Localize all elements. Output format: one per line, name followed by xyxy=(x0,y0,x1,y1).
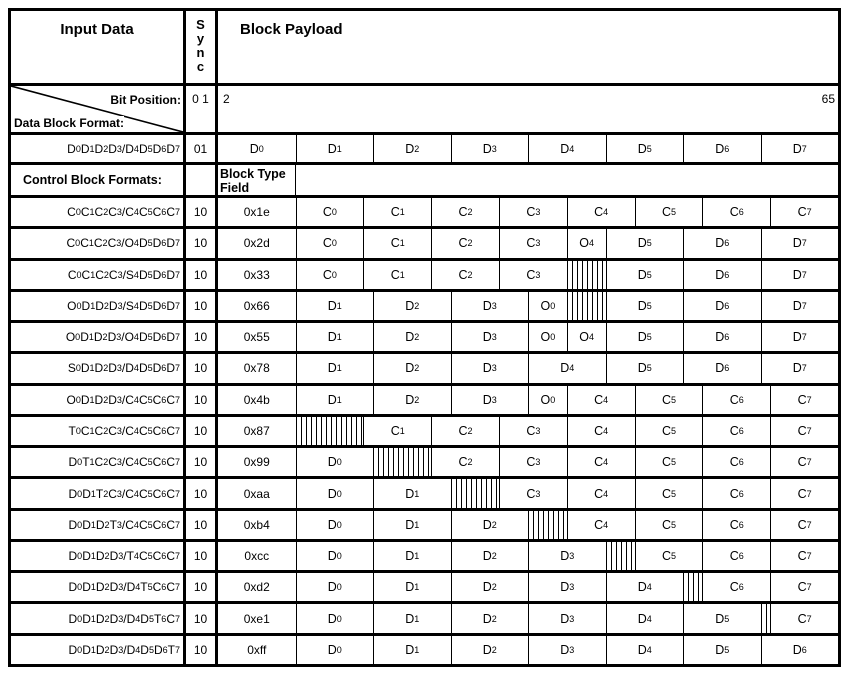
block-type-value: 0xaa xyxy=(243,486,270,501)
payload-cell-D2: D 2 xyxy=(373,292,451,320)
payload-cell-D4: D 4 xyxy=(528,354,606,382)
sync-bits: 10 xyxy=(186,417,218,445)
payload-cell-D6: D 6 xyxy=(683,292,761,320)
payload-cell-C6: C 6 xyxy=(702,511,770,539)
payload-cell-D0: D 0 xyxy=(296,542,374,570)
data-sync-bits: 01 xyxy=(186,135,218,162)
payload-cell-D5: D 5 xyxy=(606,135,684,162)
payload-cell-D6: D 6 xyxy=(683,135,761,162)
payload-cell-D3: D 3 xyxy=(451,354,529,382)
payload-cell-D4: D 4 xyxy=(606,573,684,601)
last-payload-bit: 65 xyxy=(821,92,835,106)
payload-cell-C7: C 7 xyxy=(770,386,838,414)
payload-cell-D1: D 1 xyxy=(373,542,451,570)
hatch-cell xyxy=(567,292,606,320)
sync-bits: 10 xyxy=(186,604,218,632)
payload-cell-D1: D 1 xyxy=(373,573,451,601)
payload-cells xyxy=(218,448,838,476)
block-payload-header-cell xyxy=(218,11,838,83)
payload-cell-D3: D 3 xyxy=(451,386,529,414)
control-header-payload xyxy=(218,165,838,195)
bit-position-label: Bit Position: xyxy=(110,93,181,107)
hatch-cell xyxy=(373,448,431,476)
payload-cell-D2: D 2 xyxy=(451,604,529,632)
header-row xyxy=(11,11,838,86)
hatch-cell xyxy=(451,479,499,507)
block-type-value: 0x66 xyxy=(243,298,270,313)
payload-cell-C5: C 5 xyxy=(635,386,703,414)
payload-cell-D2: D 2 xyxy=(451,542,529,570)
payload-cell-D3: D 3 xyxy=(451,135,529,162)
payload-cells xyxy=(218,292,838,320)
input-data-title: Input Data xyxy=(60,21,134,38)
payload-cell-C1: C 1 xyxy=(363,198,431,226)
input-format-label: D 0 D 1 D 2 T 3 /C 4 C 5 C 6 C 7 xyxy=(11,511,186,539)
sync-bits: 10 xyxy=(186,323,218,351)
payload-cell-O4: O 4 xyxy=(567,229,606,257)
payload-cell-D0: D 0 xyxy=(296,573,374,601)
payload-cell-D5: D 5 xyxy=(606,229,684,257)
payload-cell-D3: D 3 xyxy=(451,292,529,320)
input-format-label: S 0 D 1 D 2 D 3 /D 4 D 5 D 6 D 7 xyxy=(11,354,186,382)
block-type-value: 0x4b xyxy=(243,392,270,407)
bit-position-row xyxy=(11,86,838,135)
input-format-label: D 0 D 1 D 2 D 3 /D 4 D 5 D 6 T 7 xyxy=(11,636,186,664)
payload-cells xyxy=(218,604,838,632)
payload-cell-C2: C 2 xyxy=(431,417,499,445)
payload-cell-C4: C 4 xyxy=(567,417,635,445)
payload-cell-D1: D 1 xyxy=(373,636,451,664)
payload-cell-D0: D 0 xyxy=(296,604,374,632)
payload-cell-O4: O 4 xyxy=(567,323,606,351)
payload-cell-C6: C 6 xyxy=(702,386,770,414)
payload-cells xyxy=(218,479,838,507)
block-type-value: 0xd2 xyxy=(243,580,270,595)
payload-cell-D1: D 1 xyxy=(373,479,451,507)
block-type-value: 0x87 xyxy=(243,423,270,438)
sync-vertical-title: S y n c xyxy=(196,17,205,74)
payload-cell-D7: D 7 xyxy=(761,323,839,351)
payload-cell-D1: D 1 xyxy=(296,135,374,162)
sync-bits: 10 xyxy=(186,229,218,257)
payload-cell-D3: D 3 xyxy=(451,323,529,351)
input-format-label: T 0 C 1 C 2 C 3 /C 4 C 5 C 6 C 7 xyxy=(11,417,186,445)
payload-cell-C4: C 4 xyxy=(567,511,635,539)
payload-cell-D5: D 5 xyxy=(606,323,684,351)
control-row-0x66 xyxy=(11,292,838,323)
payload-cell-C7: C 7 xyxy=(770,573,838,601)
input-format-label: D 0 D 1 T 2 C 3 /C 4 C 5 C 6 C 7 xyxy=(11,479,186,507)
payload-cell-C6: C 6 xyxy=(702,417,770,445)
control-row-0x33 xyxy=(11,261,838,292)
sync-bits: 10 xyxy=(186,292,218,320)
payload-cell-C0: C 0 xyxy=(296,198,364,226)
sync-bits: 10 xyxy=(186,198,218,226)
control-row-0xff xyxy=(11,636,838,664)
block-type-value: 0x1e xyxy=(243,205,270,220)
input-format-label: D 0 D 1 D 2 D 3 /D 4 D 5 T 6 C 7 xyxy=(11,604,186,632)
payload-cell-D3: D 3 xyxy=(528,604,606,632)
payload-cell-C3: C 3 xyxy=(499,448,567,476)
payload-cell-D2: D 2 xyxy=(373,386,451,414)
payload-cell-D4: D 4 xyxy=(606,636,684,664)
payload-cell-D4: D 4 xyxy=(606,604,684,632)
payload-cell-D2: D 2 xyxy=(451,573,529,601)
payload-cell-C4: C 4 xyxy=(567,479,635,507)
payload-cell-D6: D 6 xyxy=(761,636,839,664)
hatch-cell xyxy=(296,417,364,445)
block-type-value: 0xff xyxy=(247,642,267,657)
block-type-value: 0xb4 xyxy=(243,517,270,532)
payload-cells xyxy=(218,573,838,601)
payload-cell-D7: D 7 xyxy=(761,229,839,257)
input-format-label: O 0 D 1 D 2 D 3 /C 4 C 5 C 6 C 7 xyxy=(11,386,186,414)
control-row-0x87 xyxy=(11,417,838,448)
block-type-value: 0xe1 xyxy=(243,611,270,626)
payload-cell-D0: D 0 xyxy=(296,511,374,539)
block-type-value: 0xcc xyxy=(244,549,270,564)
payload-cell-D6: D 6 xyxy=(683,229,761,257)
payload-cell-C3: C 3 xyxy=(499,261,567,289)
sync-bits: 10 xyxy=(186,479,218,507)
input-format-label: D 0 D 1 D 2 D 3 /D 4 T 5 C 6 C 7 xyxy=(11,573,186,601)
payload-cell-C4: C 4 xyxy=(567,448,635,476)
sync-bits: 10 xyxy=(186,386,218,414)
payload-cell-D2: D 2 xyxy=(373,135,451,162)
payload-cell-C2: C 2 xyxy=(431,198,499,226)
payload-cell-D0: D 0 xyxy=(296,448,374,476)
payload-cell-C7: C 7 xyxy=(770,479,838,507)
first-payload-bit: 2 xyxy=(223,92,230,106)
payload-cell-D2: D 2 xyxy=(451,511,529,539)
payload-cell-C1: C 1 xyxy=(363,229,431,257)
payload-cell-D2: D 2 xyxy=(451,636,529,664)
hatch-cell xyxy=(761,604,771,632)
block-type-value: 0x99 xyxy=(243,455,270,470)
input-format-label: C 0 C 1 C 2 C 3 /S 4 D 5 D 6 D 7 xyxy=(11,261,186,289)
payload-cells xyxy=(218,229,838,257)
sync-bits: 10 xyxy=(186,636,218,664)
block-payload-title: Block Payload xyxy=(240,21,343,38)
block-type-value: 0x33 xyxy=(243,267,270,282)
payload-cell-D5: D 5 xyxy=(606,292,684,320)
input-format-label: C 0 C 1 C 2 C 3 /O 4 D 5 D 6 D 7 xyxy=(11,229,186,257)
payload-cell-D6: D 6 xyxy=(683,354,761,382)
block-type-value: 0x78 xyxy=(243,361,270,376)
control-header-row xyxy=(11,165,838,198)
input-format-label: D 0 D 1 D 2 D 3 /T 4 C 5 C 6 C 7 xyxy=(11,542,186,570)
payload-cell-D4: D 4 xyxy=(528,135,606,162)
payload-cells xyxy=(218,417,838,445)
payload-cell-C7: C 7 xyxy=(770,511,838,539)
input-format-label: D 0 T 1 C 2 C 3 /C 4 C 5 C 6 C 7 xyxy=(11,448,186,476)
payload-cells xyxy=(218,511,838,539)
input-format-label: C 0 C 1 C 2 C 3 /C 4 C 5 C 6 C 7 xyxy=(11,198,186,226)
payload-cells xyxy=(218,323,838,351)
payload-cell-C7: C 7 xyxy=(770,417,838,445)
payload-cell-C6: C 6 xyxy=(702,448,770,476)
hatch-cell xyxy=(683,573,702,601)
payload-cell-C5: C 5 xyxy=(635,448,703,476)
payload-cells xyxy=(218,542,838,570)
payload-cell-C1: C 1 xyxy=(363,261,431,289)
payload-cell-C3: C 3 xyxy=(499,229,567,257)
payload-cell-C7: C 7 xyxy=(770,542,838,570)
payload-cell-C6: C 6 xyxy=(702,573,770,601)
payload-cell-C7: C 7 xyxy=(770,198,838,226)
payload-cell-C3: C 3 xyxy=(499,479,567,507)
control-row-0xe1 xyxy=(11,604,838,635)
payload-bit-positions xyxy=(218,86,838,132)
payload-cell-D0: D 0 xyxy=(249,141,264,156)
control-row-0x1e xyxy=(11,198,838,229)
sync-bits: 10 xyxy=(186,448,218,476)
control-rows xyxy=(11,198,838,664)
input-format-label: O 0 D 1 D 2 D 3 /O 4 D 5 D 6 D 7 xyxy=(11,323,186,351)
payload-cell-C4: C 4 xyxy=(567,386,635,414)
payload-cell-C6: C 6 xyxy=(702,198,770,226)
payload-cell-D2: D 2 xyxy=(373,354,451,382)
payload-cell-C3: C 3 xyxy=(499,198,567,226)
block-type-field-header: Block Type Field xyxy=(218,165,296,195)
payload-cell-O0: O 0 xyxy=(528,323,567,351)
payload-cell-C5: C 5 xyxy=(635,511,703,539)
control-row-0x99 xyxy=(11,448,838,479)
payload-cell-D5: D 5 xyxy=(606,354,684,382)
sync-bits: 10 xyxy=(186,573,218,601)
sync-bit-positions: 0 1 xyxy=(186,86,218,132)
payload-cell-C0: C 0 xyxy=(296,229,364,257)
payload-cell-C6: C 6 xyxy=(702,542,770,570)
control-row-0xcc xyxy=(11,542,838,573)
payload-cell-D3: D 3 xyxy=(528,542,606,570)
payload-cell-C2: C 2 xyxy=(431,229,499,257)
control-row-0x55 xyxy=(11,323,838,354)
hatch-cell xyxy=(528,511,567,539)
control-block-formats-label: Control Block Formats: xyxy=(11,165,186,195)
payload-cell-D6: D 6 xyxy=(683,323,761,351)
payload-cells xyxy=(218,354,838,382)
payload-cell-D1: D 1 xyxy=(296,354,374,382)
sync-bits: 10 xyxy=(186,542,218,570)
payload-cell-C5: C 5 xyxy=(635,417,703,445)
input-data-header-cell xyxy=(11,11,186,83)
sync-bits: 10 xyxy=(186,354,218,382)
payload-cell-D3: D 3 xyxy=(528,573,606,601)
payload-cells xyxy=(218,636,838,664)
input-format-label: O 0 D 1 D 2 D 3 /S 4 D 5 D 6 D 7 xyxy=(11,292,186,320)
payload-cells xyxy=(218,198,838,226)
payload-cell-D5: D 5 xyxy=(683,636,761,664)
payload-cell-D3: D 3 xyxy=(528,636,606,664)
payload-cell-D7: D 7 xyxy=(761,354,839,382)
payload-cells xyxy=(218,261,838,289)
control-row-0xd2 xyxy=(11,573,838,604)
payload-cell-D7: D 7 xyxy=(761,261,839,289)
payload-cell-C5: C 5 xyxy=(635,198,703,226)
hatch-cell xyxy=(567,261,606,289)
payload-cell-C5: C 5 xyxy=(635,479,703,507)
payload-cell-C3: C 3 xyxy=(499,417,567,445)
payload-cell-D5: D 5 xyxy=(606,261,684,289)
block-type-value: 0x55 xyxy=(243,330,270,345)
payload-cell-D0: D 0 xyxy=(296,479,374,507)
payload-cell-C1: C 1 xyxy=(363,417,431,445)
payload-cell-C2: C 2 xyxy=(431,261,499,289)
control-row-0x2d xyxy=(11,229,838,260)
hatch-cell xyxy=(606,542,635,570)
data-block-row xyxy=(11,135,838,165)
payload-cell-D1: D 1 xyxy=(296,386,374,414)
payload-cell-D7: D 7 xyxy=(761,135,839,162)
sync-header-cell xyxy=(186,11,218,83)
payload-cell-C7: C 7 xyxy=(770,448,838,476)
payload-cell-C4: C 4 xyxy=(567,198,635,226)
payload-cells xyxy=(218,386,838,414)
block-format-table xyxy=(8,8,841,667)
control-row-0x4b xyxy=(11,386,838,417)
payload-cell-C5: C 5 xyxy=(635,542,703,570)
payload-cell-C2: C 2 xyxy=(431,448,499,476)
payload-cell-D1: D 1 xyxy=(296,323,374,351)
payload-cell-D5: D 5 xyxy=(683,604,761,632)
data-block-format-label: Data Block Format: xyxy=(14,116,125,130)
sync-bits: 10 xyxy=(186,261,218,289)
payload-cell-D0: D 0 xyxy=(296,636,374,664)
payload-cell-C6: C 6 xyxy=(702,479,770,507)
control-row-0xaa xyxy=(11,479,838,510)
payload-cell-D2: D 2 xyxy=(373,323,451,351)
payload-cell-D1: D 1 xyxy=(296,292,374,320)
data-payload-cells xyxy=(218,135,838,162)
payload-cell-O0: O 0 xyxy=(528,386,567,414)
control-row-0xb4 xyxy=(11,511,838,542)
block-type-value: 0x2d xyxy=(243,236,270,251)
payload-cell-D1: D 1 xyxy=(373,604,451,632)
payload-cell-D1: D 1 xyxy=(373,511,451,539)
data-input-format-label: D 0 D 1 D 2 D 3 /D 4 D 5 D 6 D 7 xyxy=(11,135,186,162)
payload-cell-C0: C 0 xyxy=(296,261,364,289)
payload-cell-D6: D 6 xyxy=(683,261,761,289)
payload-cell-D7: D 7 xyxy=(761,292,839,320)
payload-cell-O0: O 0 xyxy=(528,292,567,320)
payload-cell-C7: C 7 xyxy=(770,604,838,632)
sync-bits: 10 xyxy=(186,511,218,539)
bit-position-input-cell xyxy=(11,86,186,132)
control-header-sync-cell xyxy=(186,165,218,195)
control-row-0x78 xyxy=(11,354,838,385)
